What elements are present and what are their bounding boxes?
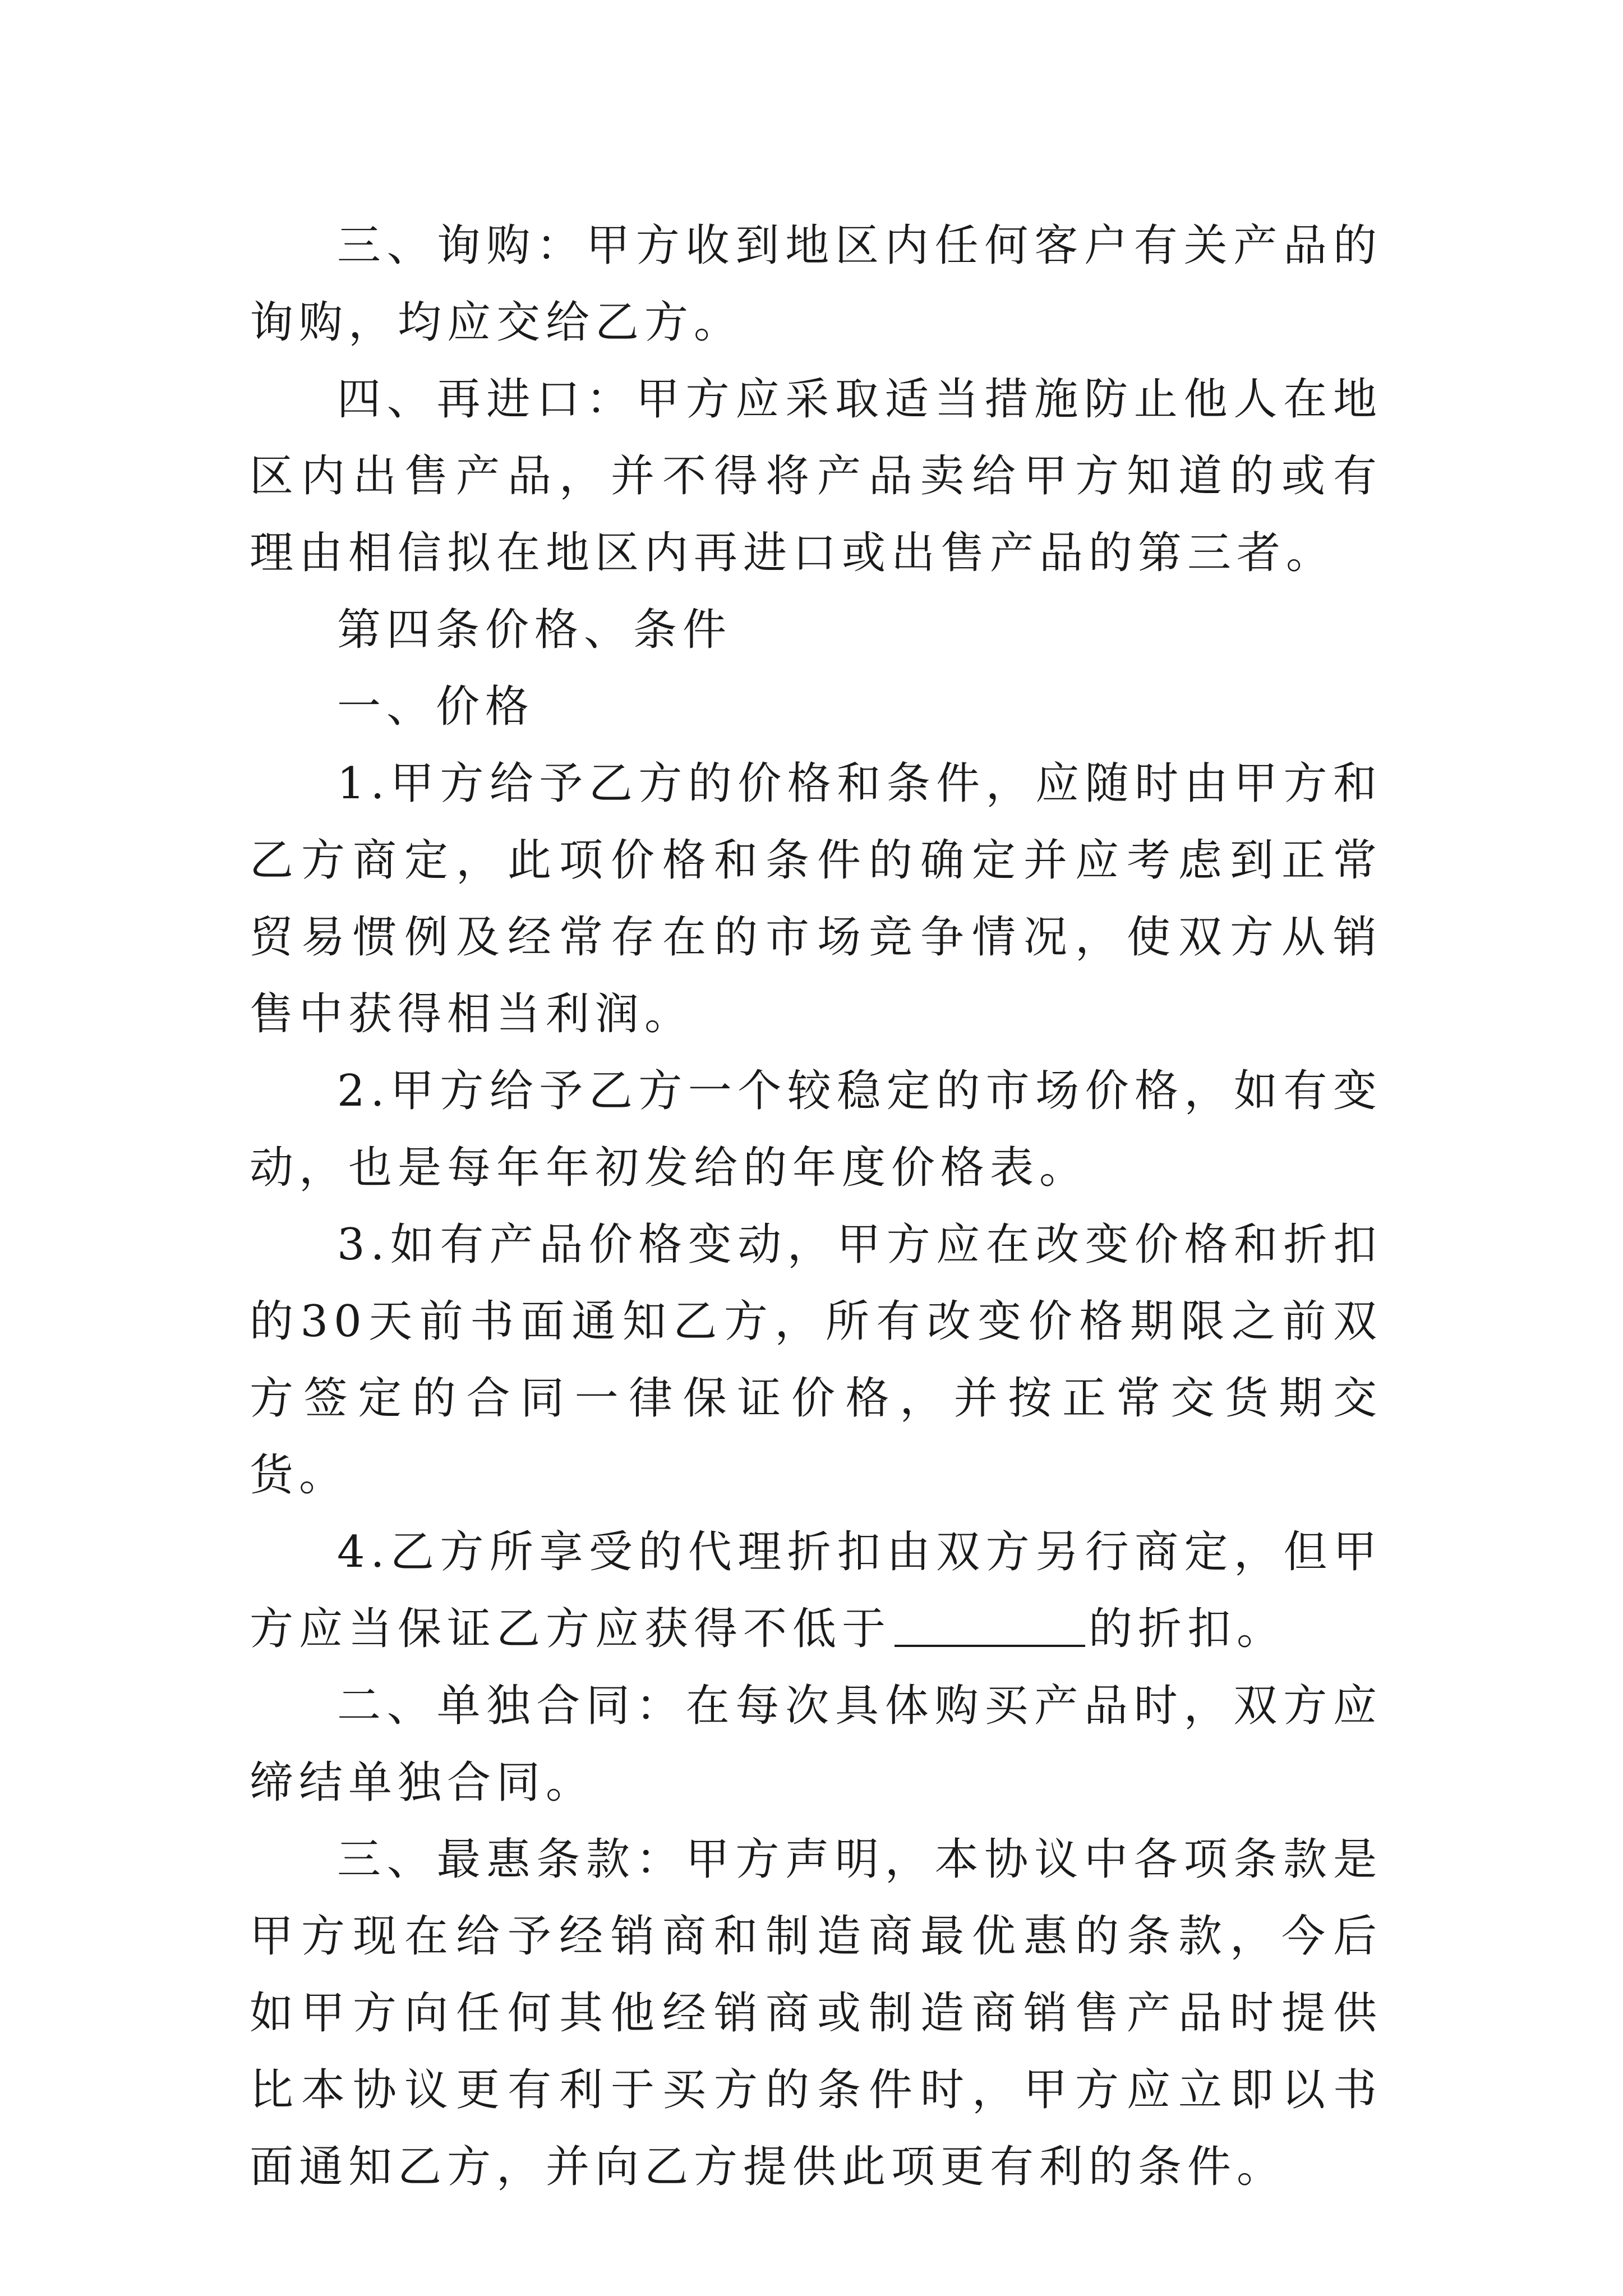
document-body <box>250 208 1382 2206</box>
paragraph-price-4 <box>250 1514 1382 1668</box>
article-four-heading: 第四条价格、条件 <box>337 605 732 655</box>
paragraph-most-favored: 三、最惠条款：甲方声明，本协议中各项条款是甲方现在给予经销商和制造商最优惠的条款，今后如甲方向任何其他经销商或制造商销售产品时提供比本协议更有利于买方的条件时，甲方应立即以书面通知乙方，并向乙方提供此项更有利的条件。 <box>250 1834 1382 2192</box>
paragraph-price-1: 1.甲方给予乙方的价格和条件，应随时由甲方和乙方商定，此项价格和条件的确定并应考虑到正常贸易惯例及经常存在的市场竞争情况，使双方从销售中获得相当利润。 <box>250 758 1382 1039</box>
discount-blank-line <box>895 1605 1085 1647</box>
section-price-heading: 一、价格 <box>337 682 535 732</box>
paragraph-price-4-lead: 4.乙方所享受的代理折扣由双方另行商定，但甲方应当保证乙方应获得不低于 <box>250 1527 1382 1654</box>
paragraph-price-3: 3.如有产品价格变动，甲方应在改变价格和折扣的30天前书面通知乙方，所有改变价格期限之前双方签定的合同一律保证价格，并按正常交货期交货。 <box>250 1220 1382 1501</box>
paragraph-separate-contract: 二、单独合同：在每次具体购买产品时，双方应缔结单独合同。 <box>250 1681 1382 1808</box>
paragraph-price-4-tail: 的折扣。 <box>1089 1604 1287 1654</box>
paragraph-inquiry: 三、询购：甲方收到地区内任何客户有关产品的询购，均应交给乙方。 <box>250 220 1382 348</box>
paragraph-reimport: 四、再进口：甲方应采取适当措施防止他人在地区内出售产品，并不得将产品卖给甲方知道的或有理由相信拟在地区内再进口或出售产品的第三者。 <box>250 374 1382 578</box>
paragraph-price-2: 2.甲方给予乙方一个较稳定的市场价格，如有变动，也是每年年初发给的年度价格表。 <box>250 1066 1382 1193</box>
